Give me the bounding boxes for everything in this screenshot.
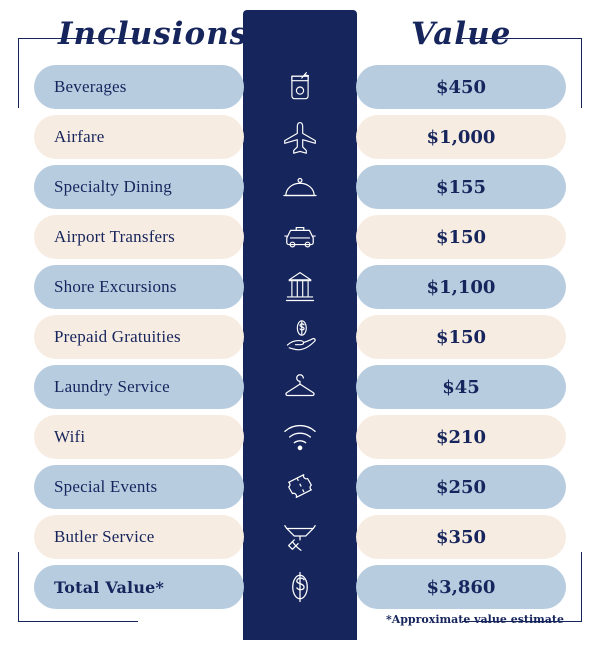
inclusion-label-pill [34,415,244,459]
value-amount: $150 [435,226,487,248]
value-amount: $350 [435,526,487,548]
value-amount: $1,100 [426,276,496,298]
value-amount: $1,000 [426,126,496,148]
hand-with-money-icon [243,312,357,362]
inclusion-label: Beverages [54,77,127,96]
inclusion-label-pill [34,265,244,309]
cloche-dome-icon [243,162,357,212]
table-row [0,62,600,112]
inclusion-label: Prepaid Gratuities [54,327,181,346]
ticket-icon [243,462,357,512]
table-row [0,312,600,362]
value-amount: $450 [435,76,487,98]
value-pill [356,565,566,609]
value-pill [356,215,566,259]
value-amount: $3,860 [426,576,496,598]
drink-glass-icon [243,62,357,112]
value-pill [356,65,566,109]
inclusion-label: Airfare [54,127,105,146]
value-pill [356,465,566,509]
value-amount: $155 [435,176,487,198]
value-pill [356,115,566,159]
table-row [0,462,600,512]
wifi-icon [243,412,357,462]
inclusion-label: Wifi [54,427,86,446]
value-pill [356,165,566,209]
inclusion-label-pill [34,465,244,509]
inclusion-label-pill [34,65,244,109]
dollar-sign-icon [243,562,357,612]
inclusion-label: Laundry Service [54,377,170,396]
inclusion-label-pill [34,165,244,209]
frame-line-bottom-left [18,621,138,622]
column-header-value: Value [411,16,512,52]
value-amount: $210 [435,426,487,448]
table-row [0,362,600,412]
table-row [0,162,600,212]
serving-tray-icon [243,512,357,562]
inclusion-label-pill [34,315,244,359]
value-amount: $250 [435,476,487,498]
value-amount: $45 [442,376,480,398]
value-pill [356,515,566,559]
inclusion-label: Airport Transfers [54,227,175,246]
hanger-icon [243,362,357,412]
taxi-car-icon [243,212,357,262]
table-row [0,112,600,162]
table-row [0,262,600,312]
table-row [0,512,600,562]
inclusion-label: Special Events [54,477,158,496]
inclusion-label-pill [34,565,244,609]
value-pill [356,315,566,359]
inclusion-label: Shore Excursions [54,277,177,296]
inclusion-label-pill [34,215,244,259]
airplane-icon [243,112,357,162]
value-pill [356,415,566,459]
inclusion-label-pill [34,365,244,409]
inclusion-label: Total Value* [54,577,165,597]
monument-icon [243,262,357,312]
inclusion-label: Specialty Dining [54,177,172,196]
table-rows [0,62,600,612]
column-header-inclusions: Inclusions [58,16,249,52]
table-row [0,412,600,462]
inclusion-label: Butler Service [54,527,155,546]
table-row [0,562,600,612]
table-row [0,212,600,262]
value-amount: $150 [435,326,487,348]
inclusion-label-pill [34,515,244,559]
value-pill [356,265,566,309]
table-header [0,8,600,56]
inclusion-label-pill [34,115,244,159]
footnote-text: *Approximate value estimate [385,613,564,626]
value-pill [356,365,566,409]
